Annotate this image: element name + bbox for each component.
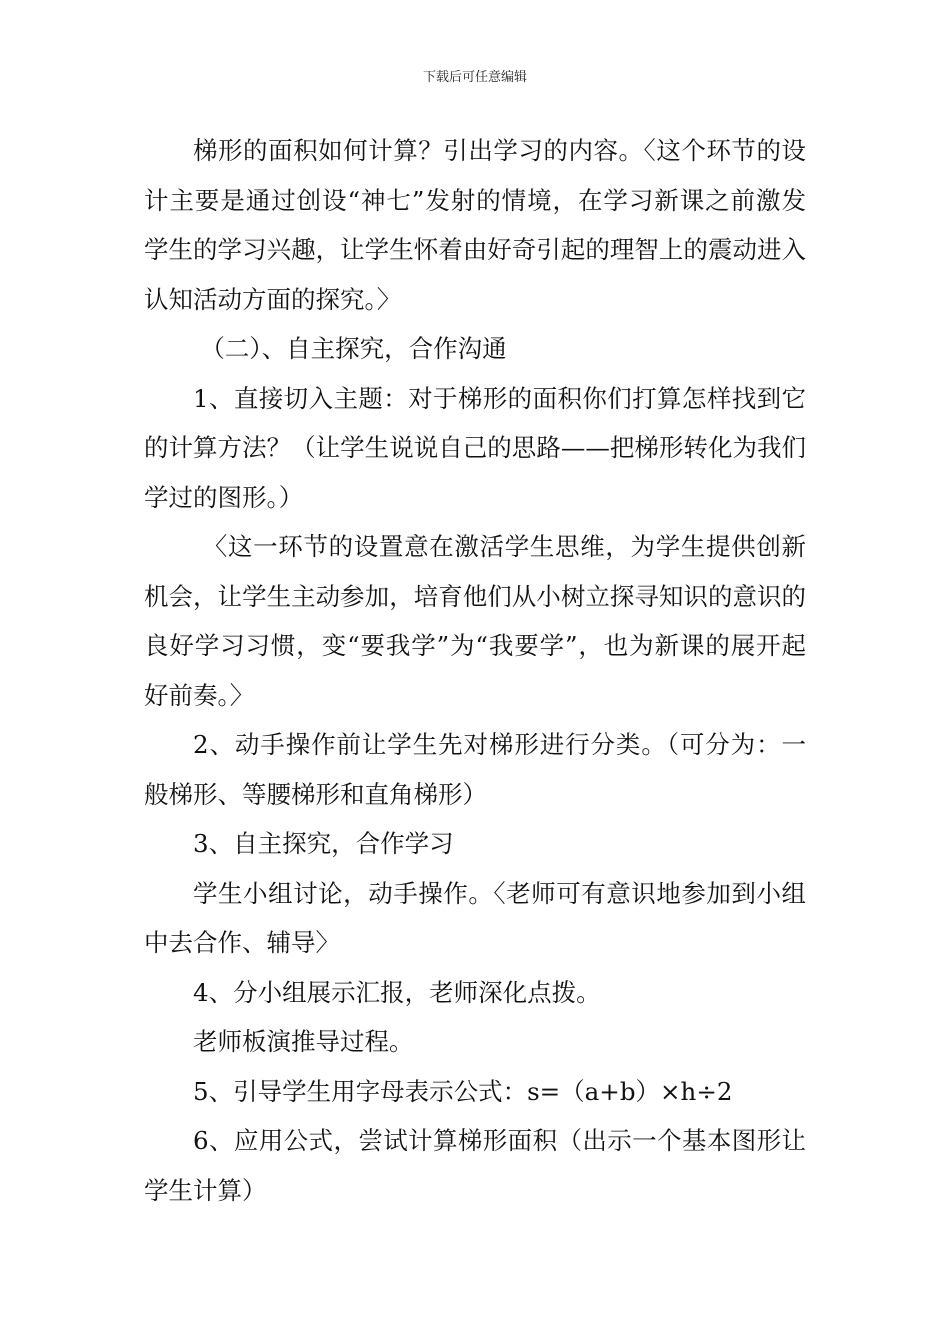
paragraph-step-5-formula: 5、引导学生用字母表示公式：s=（a+b）×h÷2 (193, 1076, 733, 1106)
document-body (144, 126, 806, 1215)
paragraph-step-6: 6、应用公式，尝试计算梯形面积（出示一个基本图形让学生计算） (144, 1126, 806, 1205)
section-heading: （二）、自主探究，合作沟通 (200, 334, 507, 363)
paragraph-step-2: 2、动手操作前让学生先对梯形进行分类。（可分为：一般梯形、等腰梯形和直角梯形） (144, 730, 806, 809)
paragraph-note: 〈这一环节的设置意在激活学生思维，为学生提供创新机会，让学生主动参加，培育他们从小树立探寻知识的意识的良好学习习惯，变“要我学”为“我要学”，也为新课的展开起好前奏。〉 (144, 532, 806, 710)
paragraph-step-3: 3、自主探究，合作学习 (193, 829, 454, 858)
paragraph-board-demo: 老师板演推导过程。 (193, 1027, 414, 1056)
paragraph-group-discussion: 学生小组讨论，动手操作。〈老师可有意识地参加到小组中去合作、辅导〉 (144, 878, 806, 957)
paragraph-intro: 梯形的面积如何计算？引出学习的内容。〈这个环节的设计主要是通过创设“神七”发射的情境，在学习新课之前激发学生的学习兴趣，让学生怀着由好奇引起的理智上的震动进入认知活动方面的探究。〉 (144, 136, 806, 314)
paragraph-step-4: 4、分小组展示汇报，老师深化点拨。 (193, 977, 601, 1007)
page-header: 下载后可任意编辑 (422, 70, 527, 85)
paragraph-step-1: 1、直接切入主题：对于梯形的面积你们打算怎样找到它的计算方法？（让学生说说自己的思路——把梯形转化为我们学过的图形。） (144, 383, 806, 512)
